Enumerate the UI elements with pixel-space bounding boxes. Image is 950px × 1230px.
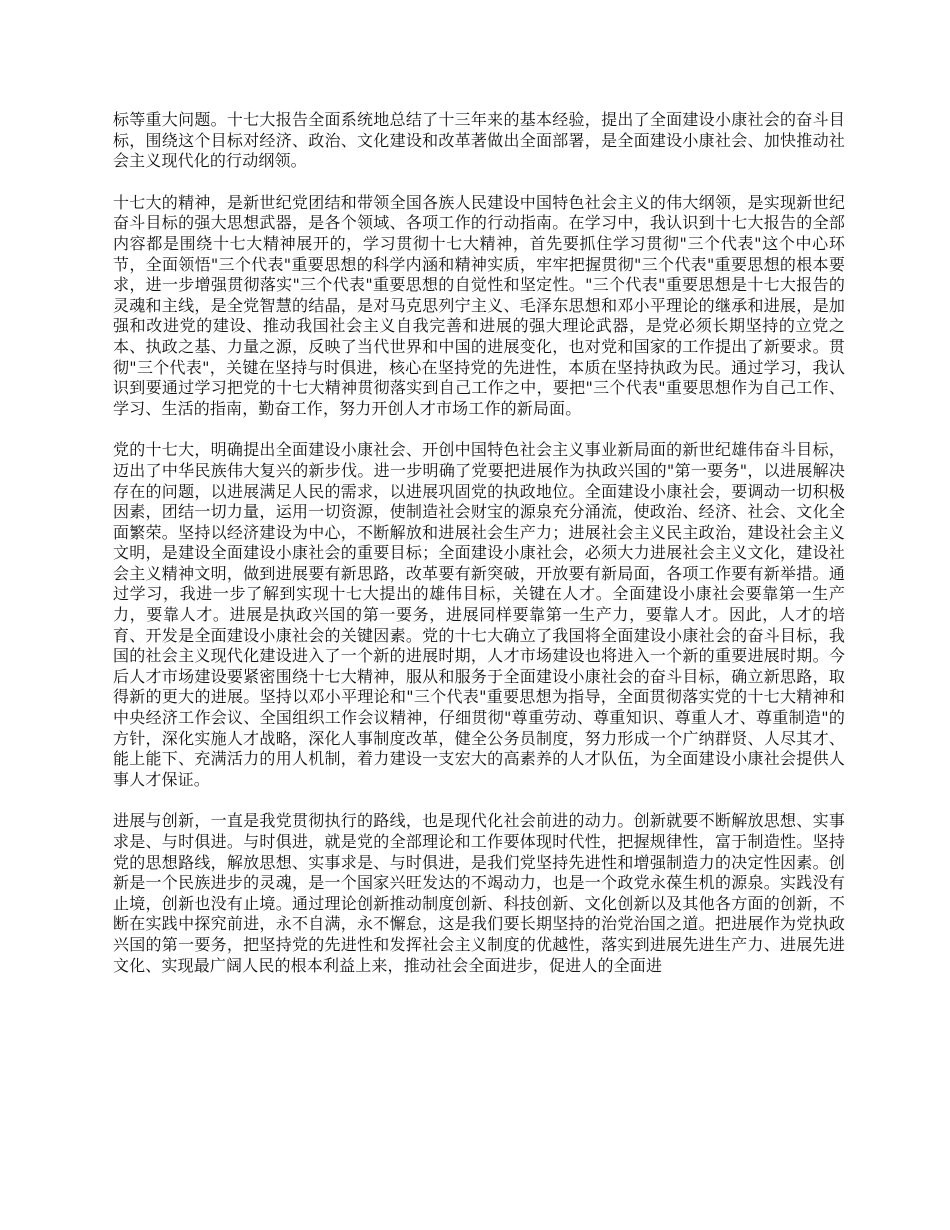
document-page [113,110,845,976]
document-paragraph-3: 党的十七大，明确提出全面建设小康社会、开创中国特色社会主义事业新局面的新世纪雄伟奋斗目标，迈出了中华民族伟大复兴的新步伐。进一步明确了党要把进展作为执政兴国的"第一要务"，以进展解决存在的问题，以进展满足人民的需求，以进展巩固党的执政地位。全面建设小康社会，要调动一切积极因素，团结一切力量，运用一切资源，使制造社会财宝的源泉充分涌流，使政治、经济、社会、文化全面繁荣。坚持以经济建设为中心，不断解放和进展社会生产力；进展社会主义民主政治，建设社会主义文明，是建设全面建设小康社会的重要目标；全面建设小康社会，必须大力进展社会主义文化，建设社会主义精神文明，做到进展要有新思路，改革要有新突破，开放要有新局面，各项工作要有新举措。通过学习，我进一步了解到实现十七大提出的雄伟目标，关键在人才。全面建设小康社会要靠第一生产力，要靠人才。进展是执政兴国的第一要务，进展同样要靠第一生产力，要靠人才。因此，人才的培育、开发是全面建设小康社会的关键因素。党的十七大确立了我国将全面建设小康社会的奋斗目标，我国的社会主义现代化建设进入了一个新的进展时期，人才市场建设也将进入一个新的重要进展时期。今后人才市场建设要紧密围绕十七大精神，服从和服务于全面建设小康社会的奋斗目标，确立新思路，取得新的更大的进展。坚持以邓小平理论和"三个代表"重要思想为指导，全面贯彻落实党的十七大精神和中央经济工作会议、全国组织工作会议精神，仔细贯彻"尊重劳动、尊重知识、尊重人才、尊重制造"的方针，深化实施人才战略，深化人事制度改革，健全公务员制度，努力形成一个广纳群贤、人尽其才、能上能下、充满活力的用人机制，着力建设一支宏大的高素养的人才队伍，为全面建设小康社会提供人事人才保证。 [113,440,845,789]
document-paragraph-1: 标等重大问题。十七大报告全面系统地总结了十三年来的基本经验，提出了全面建设小康社会的奋斗目标，围绕这个目标对经济、政治、文化建设和改革著做出全面部署，是全面建设小康社会、加快推动社会主义现代化的行动纲领。 [113,110,845,171]
document-paragraph-2: 十七大的精神，是新世纪党团结和带领全国各族人民建设中国特色社会主义的伟大纲领，是实现新世纪奋斗目标的强大思想武器，是各个领域、各项工作的行动指南。在学习中，我认识到十七大报告的全部内容都是围绕十七大精神展开的，学习贯彻十七大精神，首先要抓住学习贯彻"三个代表"这个中心环节，全面领悟"三个代表"重要思想的科学内涵和精神实质，牢牢把握贯彻"三个代表"重要思想的根本要求，进一步增强贯彻落实"三个代表"重要思想的自觉性和坚定性。"三个代表"重要思想是十七大报告的灵魂和主线，是全党智慧的结晶，是对马克思列宁主义、毛泽东思想和邓小平理论的继承和进展，是加强和改进党的建设、推动我国社会主义自我完善和进展的强大理论武器，是党必须长期坚持的立党之本、执政之基、力量之源，反映了当代世界和中国的进展变化，也对党和国家的工作提出了新要求。贯彻"三个代表"，关键在坚持与时俱进，核心在坚持党的先进性，本质在坚持执政为民。通过学习，我认识到要通过学习把党的十七大精神贯彻落实到自己工作之中，要把"三个代表"重要思想作为自己工作、学习、生活的指南，勤奋工作，努力开创人才市场工作的新局面。 [113,192,845,418]
document-paragraph-4: 进展与创新，一直是我党贯彻执行的路线，也是现代化社会前进的动力。创新就要不断解放思想、实事求是、与时俱进。与时俱进，就是党的全部理论和工作要体现时代性，把握规律性，富于制造性。坚持党的思想路线，解放思想、实事求是、与时俱进，是我们党坚持先进性和增强制造力的决定性因素。创新是一个民族进步的灵魂，是一个国家兴旺发达的不竭动力，也是一个政党永葆生机的源泉。实践没有止境，创新也没有止境。通过理论创新推动制度创新、科技创新、文化创新以及其他各方面的创新，不断在实践中探究前进，永不自满，永不懈怠，这是我们要长期坚持的治党治国之道。把进展作为党执政兴国的第一要务，把坚持党的先进性和发挥社会主义制度的优越性，落实到进展先进生产力、进展先进文化、实现最广阔人民的根本利益上来，推动社会全面进步，促进人的全面进 [113,811,845,975]
